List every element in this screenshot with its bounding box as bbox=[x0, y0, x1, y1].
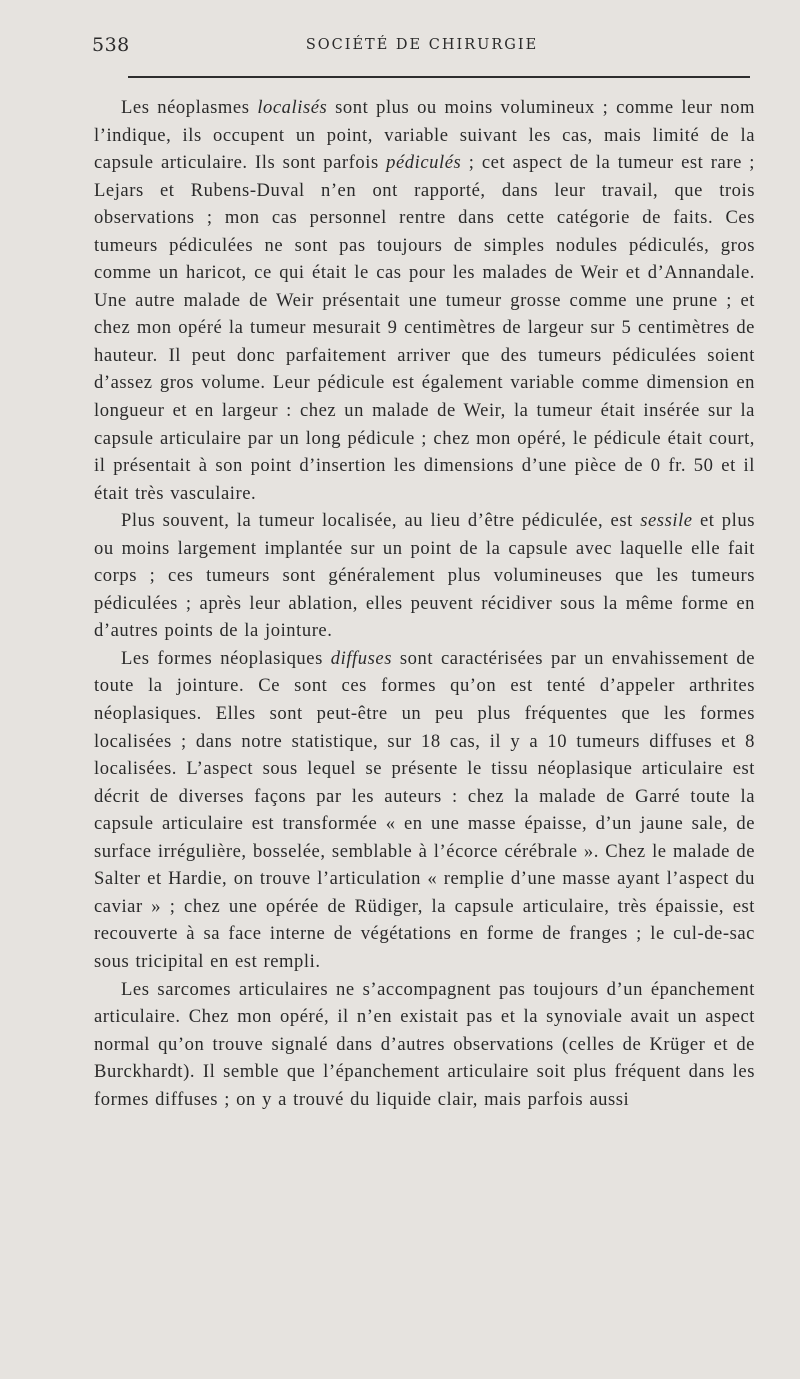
italic-term: diffuses bbox=[330, 647, 392, 669]
italic-term: localisés bbox=[257, 97, 328, 118]
text-run: ; cet aspect de la tumeur est rare ; Lejars et Rubens-Duval n’en ont rapporté, dans leur travail, que trois observations ; mon cas personnel rentre dans cette catégorie de faits. Ces tumeurs pédiculées ne sont pas toujours de simples nodules pédiculés, gros comme un haricot, ce qui était le cas pour les malades de Weir et d’Annandale. Une autre malade de Weir présentait une tumeur grosse comme une prune ; et chez mon opéré la tumeur mesurait 9 centimètres de largeur sur 5 centimètres de hauteur. Il peut donc parfaitement arriver que des tumeurs pédiculées soient d’assez gros volume. Leur pédicule est également variable comme dimension en longueur et en largeur : chez un malade de Weir, la tumeur était insérée sur la capsule articulaire par un long pédicule ; chez mon opéré, le pédicule était court, il présentait à son point d’insertion les dimensions d’une pièce de 0 fr. 50 et il était très vasculaire. bbox=[94, 152, 756, 504]
paragraph bbox=[94, 94, 755, 507]
header-rule bbox=[128, 76, 750, 78]
text-run: sont caractérisées par un envahissement de toute la jointure. Ce sont ces formes qu’on est tenté d’appeler arthrites néoplasiques. Elles sont peut-être un peu plus fréquentes que les formes localisées ; dans notre statistique, sur 18 cas, il y a 10 tumeurs diffuses et 8 localisées. L’aspect sous lequel se présente le tissu néoplasique articulaire est décrit de diverses façons par les auteurs : chez la malade de Garré toute la capsule articulaire est transformée « en une masse épaisse, d’un jaune sale, de surface irrégulière, bosselée, semblable à l’écorce cérébrale ». Chez le malade de Salter et Hardie, on trouve l’articulation « remplie d’une masse ayant l’aspect du caviar » ; chez une opérée de Rüdiger, la capsule articulaire, très épaissie, est recouverte à sa face interne de végétations en forme de franges ; le cul-de-sac sous tricipital en est rempli. bbox=[94, 647, 756, 972]
text-run: Les sarcomes articulaires ne s’accompagnent pas toujours d’un épanchement articulaire. Chez mon opéré, il n’en existait pas et la synoviale avait un aspect normal qu’on trouve signalé dans d’autres observations (celles de Krüger et de Burckhardt). Il semble que l’épanchement articulaire soit plus fréquent dans les formes diffuses ; on y a trouvé du liquide clair, mais parfois aussi bbox=[94, 978, 755, 1110]
running-title: SOCIÉTÉ DE CHIRURGIE bbox=[305, 37, 539, 53]
italic-term: pédiculés bbox=[386, 152, 462, 174]
paragraph bbox=[94, 507, 755, 645]
text-run: sont plus ou moins volumineux ; comme leur nom l’indique, ils occupent un point, variable suivant les cas, mais limité de la capsule articulaire. Ils sont parfois bbox=[94, 97, 755, 174]
paragraph bbox=[94, 645, 755, 976]
page-header bbox=[92, 34, 752, 62]
text-run: Plus souvent, la tumeur localisée, au lieu d’être pédiculée, est bbox=[121, 510, 641, 532]
italic-term: sessile bbox=[640, 510, 693, 532]
paragraph bbox=[94, 976, 755, 1114]
text-run: et plus ou moins largement implantée sur un point de la capsule avec laquelle elle fait corps ; ces tumeurs sont généralement plus volumineuses que les tumeurs pédiculées ; après leur ablation, elles peuvent récidiver sous la même forme en d’autres points de la jointure. bbox=[94, 510, 755, 642]
page-number: 538 bbox=[92, 34, 130, 56]
text-run: Les formes néoplasiques bbox=[121, 647, 331, 669]
body-text bbox=[94, 94, 755, 1113]
text-run: Les néoplasmes bbox=[121, 97, 258, 118]
